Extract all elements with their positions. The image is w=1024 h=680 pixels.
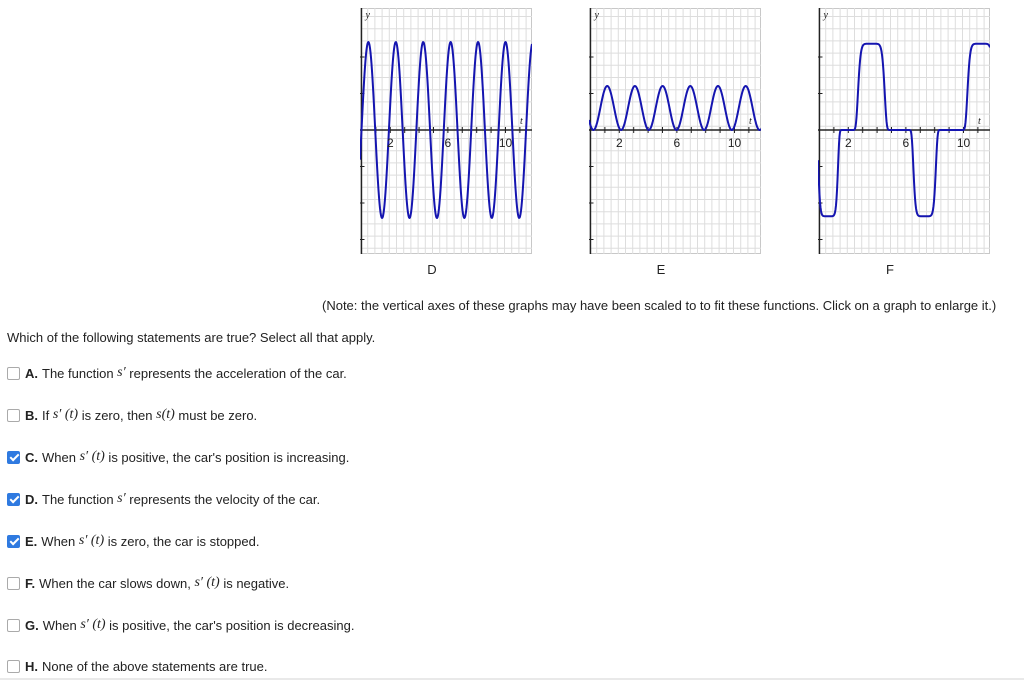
option-checkbox[interactable] [7, 535, 20, 548]
option-e[interactable] [7, 533, 259, 549]
option-text: When [42, 449, 80, 465]
math-expression: s′ (t) [79, 449, 105, 464]
option-checkbox[interactable] [7, 451, 20, 464]
t-axis-label: t [520, 116, 523, 127]
option-letter: A. [25, 365, 38, 381]
y-axis-label: y [823, 10, 828, 21]
option-text: None of the above statements are true. [42, 659, 268, 674]
option-letter: F. [25, 575, 36, 591]
t-axis-label: t [978, 116, 981, 127]
option-h[interactable] [7, 659, 267, 674]
math-expression: s(t) [156, 407, 175, 422]
t-tick-label: 10 [498, 136, 513, 150]
option-checkbox[interactable] [7, 367, 20, 380]
t-tick-label: 2 [386, 136, 394, 150]
graph-e-label: E [656, 262, 666, 277]
graph-f-plot[interactable] [818, 8, 990, 254]
option-a[interactable] [7, 365, 347, 381]
t-tick-label: 10 [956, 136, 971, 150]
scaling-note: (Note: the vertical axes of these graphs may have been scaled to to fit these functions. Click on a graph to enlarge it.) [322, 298, 997, 313]
graph-e[interactable] [589, 8, 761, 254]
question-text: Which of the following statements are true? Select all that apply. [7, 330, 376, 345]
option-checkbox[interactable] [7, 660, 20, 673]
option-text: When [42, 617, 81, 633]
option-text: is positive, the car's position is decreasing. [105, 617, 355, 633]
graph-e-plot[interactable] [589, 8, 761, 254]
option-letter: E. [25, 533, 38, 549]
option-checkbox[interactable] [7, 619, 20, 632]
option-f[interactable] [7, 575, 289, 591]
option-text: If [42, 407, 53, 423]
option-text: The function [42, 365, 118, 381]
t-tick-label: 10 [727, 136, 742, 150]
graph-f-label: F [886, 262, 894, 277]
option-checkbox[interactable] [7, 409, 20, 422]
t-axis-label: t [749, 116, 752, 127]
option-text: represents the velocity of the car. [125, 491, 321, 507]
graph-d[interactable] [360, 8, 532, 254]
option-g[interactable] [7, 617, 354, 633]
option-checkbox[interactable] [7, 577, 20, 590]
option-letter: G. [25, 617, 39, 633]
option-text: is negative. [219, 575, 290, 591]
option-text: must be zero. [174, 407, 258, 423]
option-letter: B. [25, 407, 38, 423]
option-text: When the car slows down, [39, 575, 195, 591]
math-expression: s′ (t) [80, 617, 106, 632]
option-d[interactable] [7, 491, 320, 507]
math-expression: s′ [117, 491, 126, 506]
math-expression: s′ [117, 365, 126, 380]
graph-d-plot[interactable] [360, 8, 532, 254]
t-tick-label: 6 [673, 136, 681, 150]
option-letter: H. [25, 659, 38, 674]
y-axis-label: y [594, 10, 599, 21]
t-tick-label: 2 [615, 136, 623, 150]
math-expression: s′ (t) [194, 575, 220, 590]
option-b[interactable] [7, 407, 257, 423]
math-expression: s′ (t) [52, 407, 79, 422]
t-tick-label: 2 [844, 136, 852, 150]
option-checkbox[interactable] [7, 493, 20, 506]
option-text: represents the acceleration of the car. [125, 365, 347, 381]
graph-f[interactable] [818, 8, 990, 254]
option-letter: D. [25, 491, 38, 507]
option-text: is zero, the car is stopped. [104, 533, 260, 549]
option-text: is positive, the car's position is increasing. [104, 449, 350, 465]
option-text: is zero, then [78, 407, 157, 423]
t-tick-label: 6 [444, 136, 452, 150]
graph-d-label: D [427, 262, 437, 277]
t-tick-label: 6 [902, 136, 910, 150]
option-text: The function [42, 491, 118, 507]
option-letter: C. [25, 449, 38, 465]
math-expression: s′ (t) [78, 533, 105, 548]
option-c[interactable] [7, 449, 349, 465]
option-text: When [41, 533, 79, 549]
y-axis-label: y [365, 10, 370, 21]
